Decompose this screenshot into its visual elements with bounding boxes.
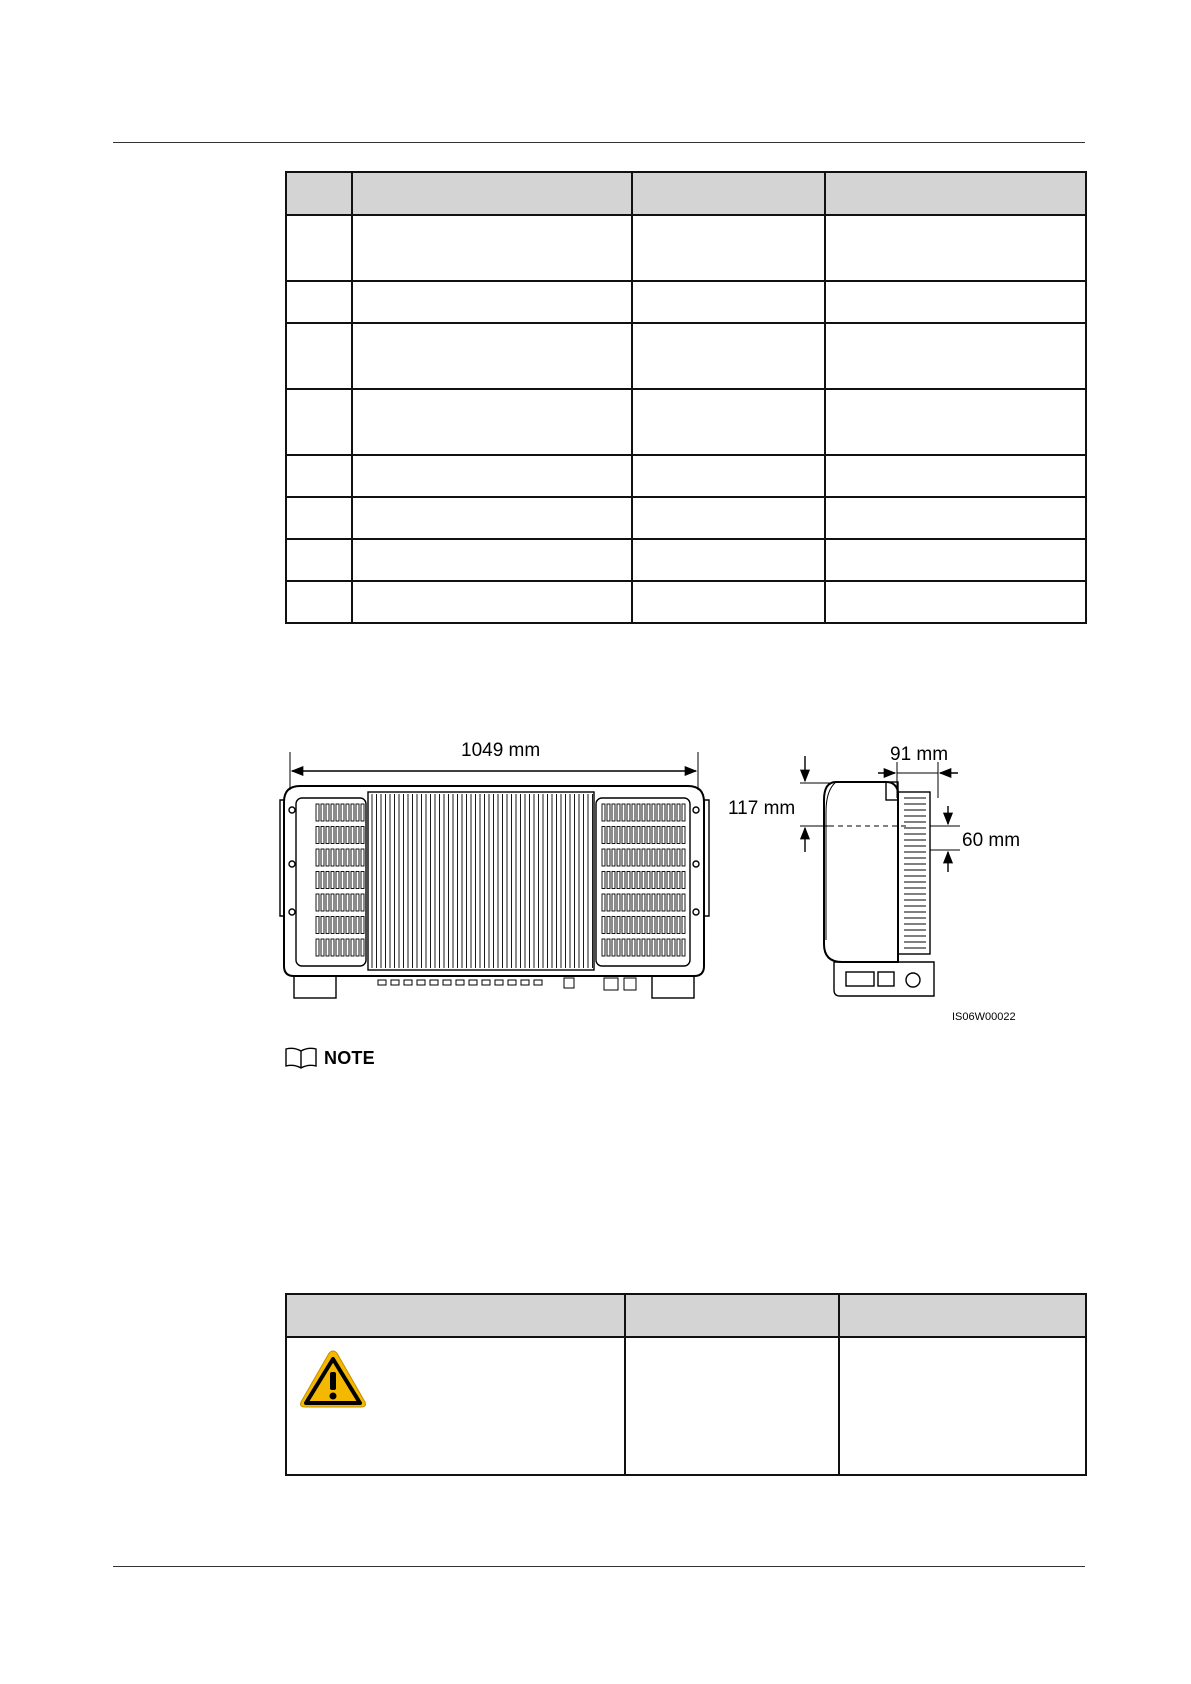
header-cell <box>625 1294 839 1337</box>
left-foot <box>294 976 336 998</box>
footer-rule <box>113 1566 1085 1567</box>
note-heading <box>284 1047 375 1069</box>
book-icon <box>284 1047 318 1069</box>
inverter-body <box>284 786 704 976</box>
table-header-row <box>286 1294 1086 1337</box>
warning-triangle-icon <box>298 1348 368 1410</box>
figure-code: IS06W00022 <box>952 1011 1016 1023</box>
note-label: NOTE <box>324 1047 375 1068</box>
width-label: 1049 mm <box>461 740 541 761</box>
label-table <box>285 1293 1087 1476</box>
header-cell <box>839 1294 1086 1337</box>
left-height-label: 117 mm <box>728 798 796 819</box>
icon-cell <box>286 1337 625 1475</box>
heatsink <box>368 792 594 970</box>
front-view <box>280 740 709 998</box>
right-height-label: 60 mm <box>962 830 1021 851</box>
table-row <box>286 1337 1086 1475</box>
depth-label: 91 mm <box>890 744 949 765</box>
side-view <box>728 744 1020 996</box>
side-body <box>824 782 898 962</box>
right-foot <box>652 976 694 998</box>
header-cell <box>286 1294 625 1337</box>
